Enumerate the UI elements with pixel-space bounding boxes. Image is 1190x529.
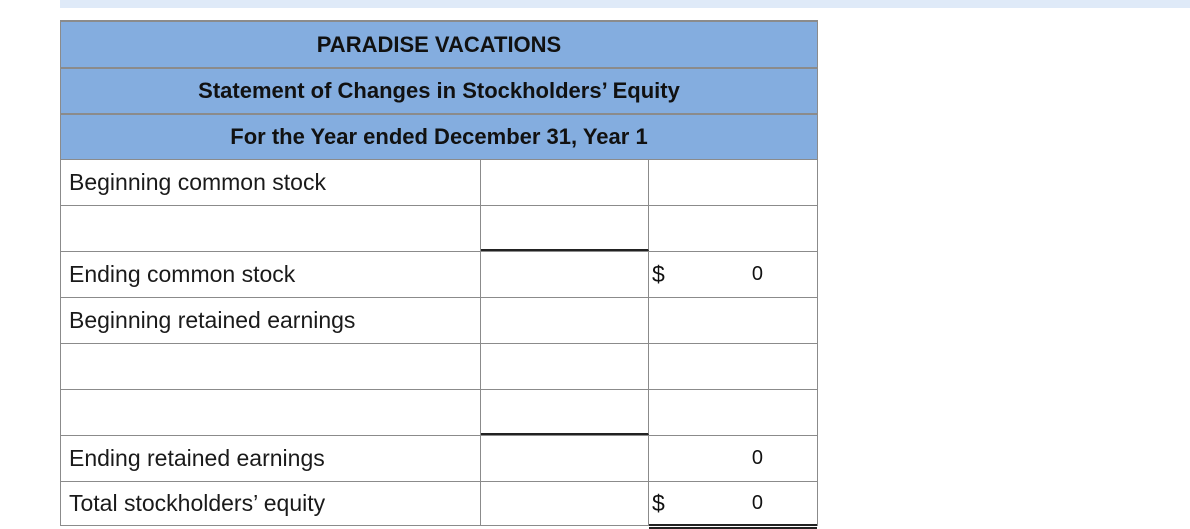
beginning-retained-earnings-input[interactable] — [481, 298, 648, 343]
row-label: Total stockholders’ equity — [69, 490, 326, 516]
amount-input-cell[interactable] — [481, 298, 649, 343]
total-cell — [649, 160, 817, 205]
retained-earnings-item-label-input[interactable] — [61, 390, 480, 435]
total-cell — [649, 344, 817, 389]
row-total-stockholders-equity — [60, 482, 818, 526]
ending-common-stock-total: 0 — [751, 263, 763, 285]
label-cell — [61, 252, 481, 297]
retained-earnings-item-amount-input[interactable] — [481, 390, 648, 433]
amount-input-cell[interactable] — [481, 344, 649, 389]
row-ending-retained-earnings — [60, 436, 818, 482]
row-label: Beginning retained earnings — [69, 307, 356, 333]
beginning-common-stock-input[interactable] — [481, 160, 648, 205]
equity-statement-table — [60, 20, 818, 526]
total-cell — [649, 252, 817, 297]
row-beginning-retained-earnings — [60, 298, 818, 344]
statement-title: Statement of Changes in Stockholders’ Equity — [60, 68, 818, 114]
label-cell — [61, 298, 481, 343]
row-label: Ending common stock — [69, 261, 296, 287]
row-blank-3 — [60, 390, 818, 436]
label-input-cell[interactable] — [61, 390, 481, 435]
row-ending-common-stock — [60, 252, 818, 298]
row-blank-1 — [60, 206, 818, 252]
total-cell — [649, 206, 817, 251]
retained-earnings-item-amount-input[interactable] — [481, 344, 648, 389]
top-band — [60, 0, 1190, 8]
row-label: Ending retained earnings — [69, 445, 325, 471]
label-cell — [61, 160, 481, 205]
common-stock-item-amount-input[interactable] — [481, 206, 648, 249]
total-cell — [649, 298, 817, 343]
empty-cell — [481, 252, 649, 297]
total-cell — [649, 482, 817, 525]
amount-input-cell[interactable] — [481, 206, 649, 251]
amount-input-cell[interactable] — [481, 160, 649, 205]
company-name: PARADISE VACATIONS — [60, 20, 818, 68]
amount-input-cell[interactable] — [481, 390, 649, 435]
label-cell — [61, 436, 481, 481]
common-stock-item-label-input[interactable] — [61, 206, 480, 251]
statement-period: For the Year ended December 31, Year 1 — [60, 114, 818, 160]
row-beginning-common-stock — [60, 160, 818, 206]
total-cell — [649, 390, 817, 435]
row-label: Beginning common stock — [69, 169, 326, 195]
dollar-sign: $ — [652, 490, 665, 516]
empty-cell — [481, 436, 649, 481]
total-stockholders-equity-total: 0 — [751, 492, 763, 514]
label-input-cell[interactable] — [61, 344, 481, 389]
ending-retained-earnings-total: 0 — [751, 447, 763, 469]
label-cell — [61, 482, 481, 525]
empty-cell — [481, 482, 649, 525]
dollar-sign: $ — [652, 261, 665, 287]
label-input-cell[interactable] — [61, 206, 481, 251]
retained-earnings-item-label-input[interactable] — [61, 344, 480, 389]
row-blank-2 — [60, 344, 818, 390]
total-cell — [649, 436, 817, 481]
